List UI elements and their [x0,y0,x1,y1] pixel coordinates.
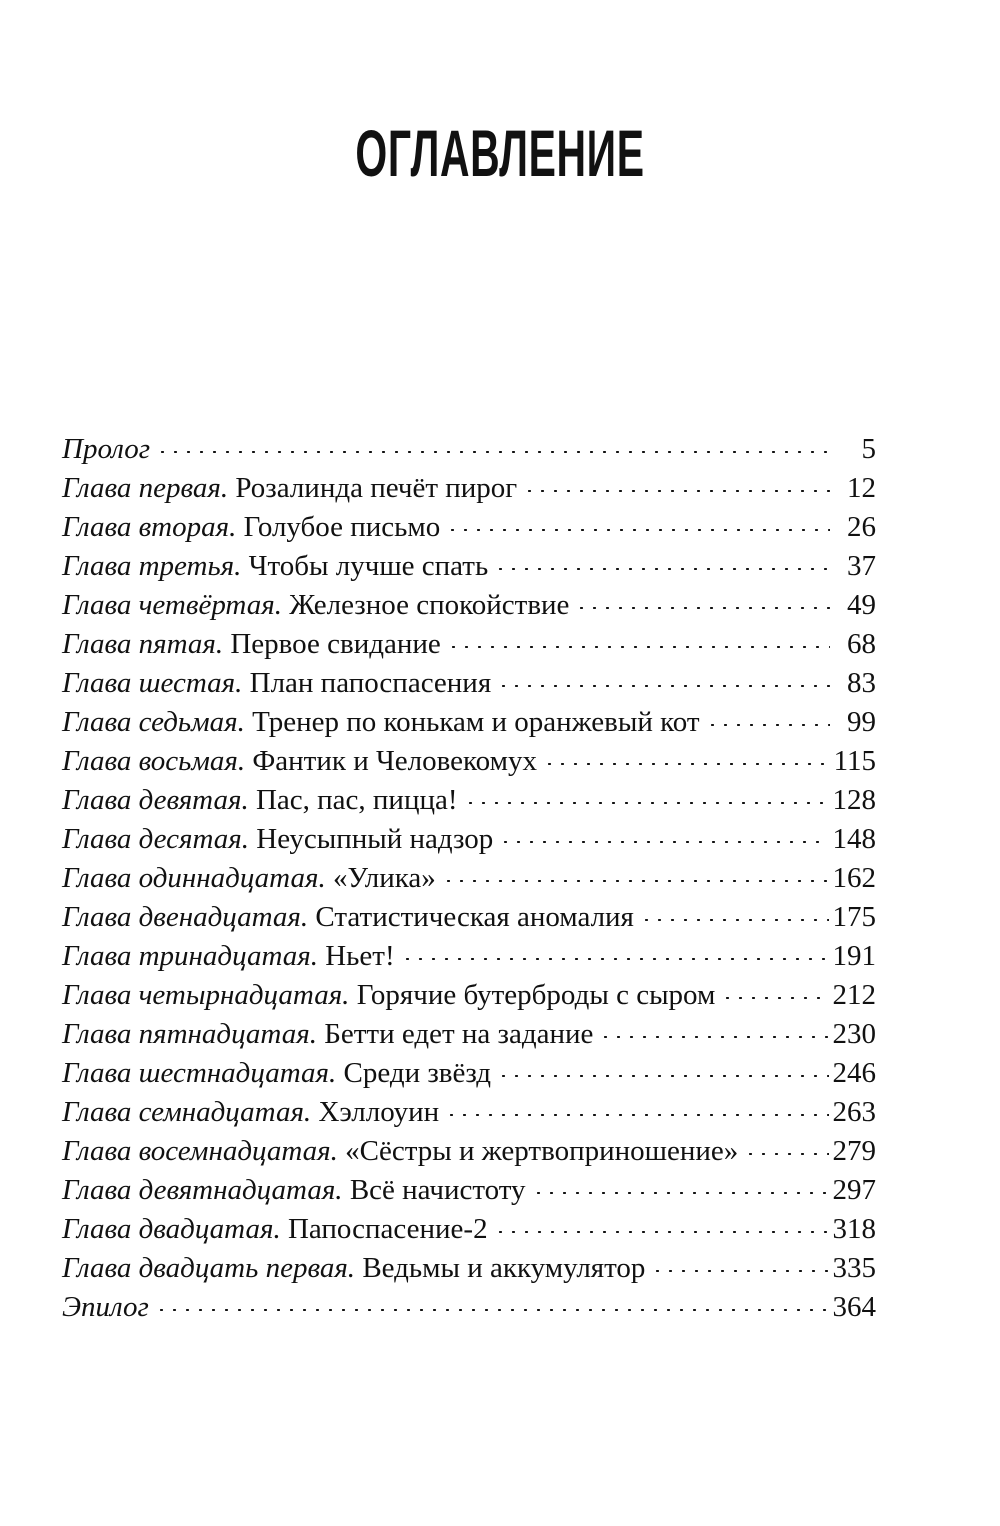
chapter-label: Глава семнадцатая. [62,1096,312,1128]
page-number: 246 [832,1057,876,1089]
dot-leader [575,607,830,609]
chapter-label: Пролог [62,433,151,465]
chapter-title: Всё начистоту [349,1174,526,1206]
toc-entry [62,976,876,1015]
page-number: 230 [832,1018,876,1050]
dot-leader [156,451,830,453]
chapter-label: Глава двадцатая. [62,1213,281,1245]
chapter-label: Глава восьмая. [62,745,246,777]
chapter-title: План папоспасения [249,667,492,699]
dot-leader [499,841,828,843]
page-number: 128 [832,784,876,816]
dot-leader [523,490,830,492]
toc-entry [62,508,876,547]
dot-leader [721,997,828,999]
dot-leader [543,763,830,765]
chapter-title: Среди звёзд [343,1057,492,1089]
dot-leader [446,529,830,531]
toc-entry [62,1171,876,1210]
chapter-title: «Сёстры и жертвоприношение» [345,1135,739,1167]
chapter-label: Глава десятая. [62,823,249,855]
toc-entry [62,547,876,586]
dot-leader [445,1114,828,1116]
chapter-label: Глава одиннадцатая. [62,862,326,894]
chapter-label: Глава первая. [62,472,229,504]
dot-leader [640,919,829,921]
chapter-label: Глава шестнадцатая. [62,1057,337,1089]
page-number: 115 [833,745,876,777]
page-number: 148 [832,823,876,855]
toc-entry [62,820,876,859]
toc-entry [62,1093,876,1132]
chapter-title: Первое свидание [230,628,441,660]
dot-leader [744,1153,828,1155]
dot-leader [494,1231,829,1233]
chapter-label: Эпилог [62,1291,149,1323]
chapter-label: Глава вторая. [62,511,237,543]
toc-entry [62,937,876,976]
chapter-title: Пас, пас, пицца! [255,784,458,816]
chapter-title: Фантик и Человекомух [252,745,537,777]
page-number: 212 [832,979,876,1011]
chapter-label: Глава двадцать первая. [62,1252,356,1284]
page-number: 364 [832,1291,876,1323]
page-number: 99 [847,706,876,738]
chapter-title: Хэллоуин [318,1096,440,1128]
page-number: 83 [847,667,876,699]
toc-entry [62,430,876,469]
page-number: 12 [847,472,876,504]
chapter-label: Глава четырнадцатая. [62,979,350,1011]
chapter-label: Глава двенадцатая. [62,901,309,933]
chapter-label: Глава шестая. [62,667,243,699]
dot-leader [599,1036,828,1038]
page-number: 175 [832,901,876,933]
page-number: 37 [847,550,876,582]
dot-leader [442,880,829,882]
toc-entry [62,703,876,742]
chapter-label: Глава тринадцатая. [62,940,318,972]
chapter-label: Глава пятая. [62,628,224,660]
dot-leader [401,958,829,960]
toc-entry [62,898,876,937]
page-number: 297 [832,1174,876,1206]
toc-entry [62,664,876,703]
toc-entry [62,625,876,664]
chapter-label: Глава девятая. [62,784,249,816]
dot-leader [532,1192,829,1194]
page-number: 5 [861,433,876,465]
page-number: 263 [832,1096,876,1128]
chapter-label: Глава пятнадцатая. [62,1018,317,1050]
toc-entry [62,1249,876,1288]
chapter-title: Голубое письмо [243,511,441,543]
toc-entry [62,586,876,625]
toc-entry [62,742,876,781]
dot-leader [497,685,830,687]
chapter-title: Неусыпный надзор [256,823,494,855]
chapter-label: Глава третья. [62,550,242,582]
chapter-title: Ньет! [325,940,395,972]
chapter-title: Розалинда печёт пирог [235,472,518,504]
dot-leader [155,1309,829,1311]
chapter-label: Глава девятнадцатая. [62,1174,343,1206]
toc-entry [62,1132,876,1171]
toc-entry [62,781,876,820]
page-number: 318 [832,1213,876,1245]
chapter-title: Папоспасение-2 [287,1213,488,1245]
dot-leader [464,802,829,804]
page-number: 162 [832,862,876,894]
chapter-title: Ведьмы и аккумулятор [362,1252,646,1284]
page-number: 335 [832,1252,876,1284]
dot-leader [494,568,830,570]
chapter-label: Глава седьмая. [62,706,245,738]
chapter-title: Чтобы лучше спать [248,550,489,582]
dot-leader [651,1270,828,1272]
page-number: 26 [847,511,876,543]
toc-entry [62,1054,876,1093]
toc-entry [62,1015,876,1054]
chapter-label: Глава четвёртая. [62,589,282,621]
chapter-title: Железное спокойствие [289,589,570,621]
chapter-title: Статистическая аномалия [315,901,634,933]
page-number: 279 [832,1135,876,1167]
chapter-title: Бетти едет на задание [324,1018,594,1050]
page-title: ОГЛАВЛЕНИЕ [355,116,645,190]
chapter-title: «Улика» [332,862,436,894]
toc-entry [62,1210,876,1249]
toc-entry [62,859,876,898]
toc-entry [62,469,876,508]
dot-leader [447,646,830,648]
page-number: 68 [847,628,876,660]
chapter-title: Горячие бутерброды с сыром [356,979,716,1011]
chapter-label: Глава восемнадцатая. [62,1135,338,1167]
chapter-title: Тренер по конькам и оранжевый кот [252,706,700,738]
page-number: 191 [832,940,876,972]
toc-entry [62,1288,876,1327]
table-of-contents [62,430,876,1327]
dot-leader [497,1075,828,1077]
page-number: 49 [847,589,876,621]
dot-leader [706,724,830,726]
